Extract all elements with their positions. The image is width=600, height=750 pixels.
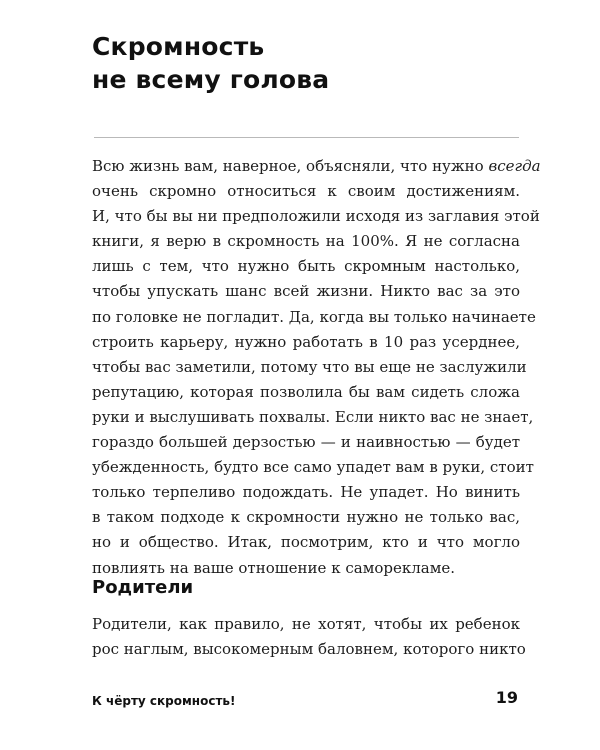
section-heading: Родители [92,577,194,598]
emphasis-word: всегда [488,157,541,175]
page-number: 19 [495,688,518,707]
text-line: книги, я верю в скромность на 100%. Я не согласна [92,232,520,251]
text-line: лишь с тем, что нужно быть скромным настолько, [92,257,520,276]
text-line: но и общество. Итак, посмотрим, кто и что могло [92,533,520,552]
title-divider [94,137,519,138]
text-line: убежденность, будто все само упадет вам в руки, стоит [92,458,534,477]
text-line: чтобы вас заметили, потому что вы еще не заслужили [92,357,527,376]
text-line: по головке не погладит. Да, когда вы только начинаете [92,307,536,326]
text-line [92,154,541,179]
text-line: гораздо большей дерзостью — и наивностью — будет [92,433,520,452]
text-fragment: Всю жизнь вам, наверное, объясняли, что нужно [92,157,489,175]
running-footer-title: К чёрту скромность! [92,694,236,708]
text-line: очень скромно относиться к своим достижениям. [92,182,520,201]
chapter-title [92,30,532,96]
paragraph-intro [92,154,541,581]
text-line: строить карьеру, нужно работать в 10 раз усерднее, [92,332,520,351]
text-line: руки и выслушивать похвалы. Если никто вас не знает, [92,407,534,426]
text-line: только терпеливо подождать. Не упадет. Но винить [92,483,520,502]
chapter-title-line: не всему голова [92,65,330,94]
paragraph-parents [92,612,526,662]
text-line: повлиять на ваше отношение к саморекламе. [92,558,456,577]
chapter-title-line: Скромность [92,32,265,61]
text-line: репутацию, которая позволила бы вам сидеть сложа [92,382,520,401]
text-line: Родители, как правило, не хотят, чтобы их ребенок [92,615,520,633]
text-line: И, что бы вы ни предположили исходя из заглавия этой [92,207,540,226]
text-line: рос наглым, высокомерным баловнем, которого никто [92,640,526,659]
text-line: в таком подходе к скромности нужно не только вас, [92,508,520,527]
text-line: чтобы упускать шанс всей жизни. Никто вас за это [92,282,520,301]
